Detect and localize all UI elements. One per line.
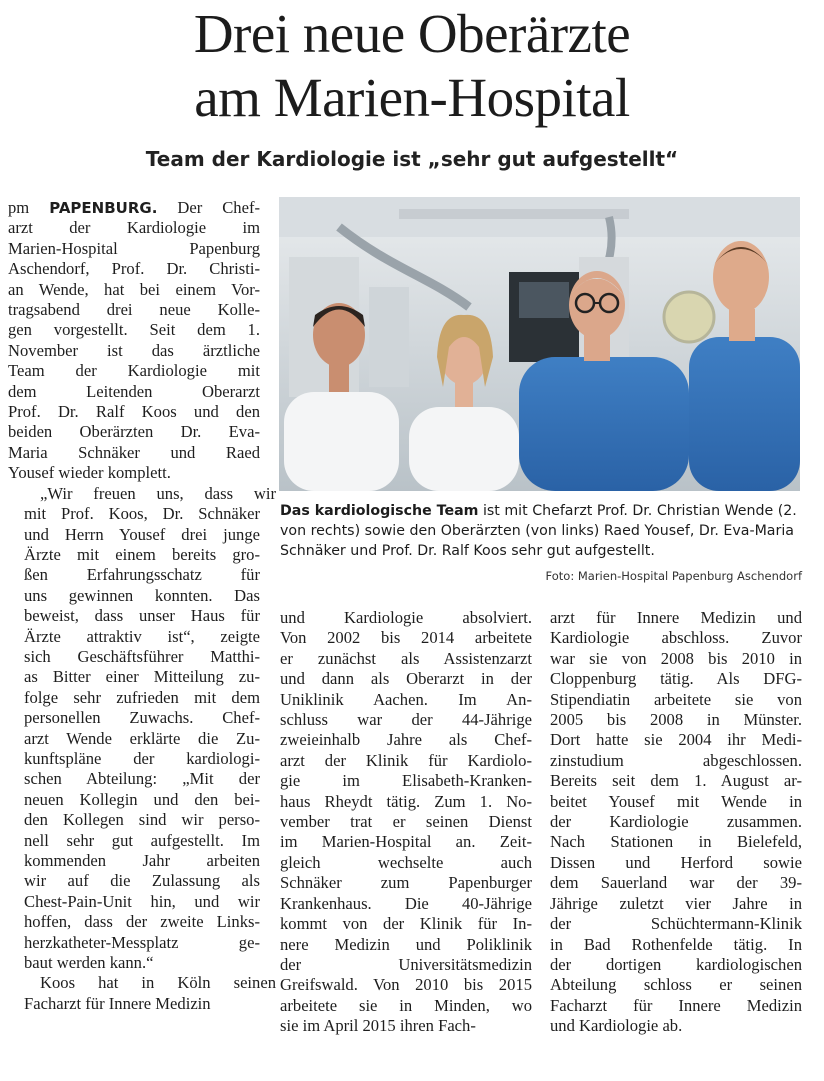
byline: pm	[8, 198, 30, 217]
text-line: uns gewinnen konnten. Das	[24, 585, 260, 605]
text-line: gleich wechselte auch	[280, 852, 532, 872]
subheadline: Team der Kardiologie ist „sehr gut aufgestellt“	[145, 147, 679, 171]
text-line: Nach Stationen in Bielefeld,	[550, 832, 802, 852]
quote-paragraph	[8, 483, 276, 974]
text-line: 2005 bis 2008 in Münster.	[550, 710, 802, 730]
closing-paragraph	[8, 973, 276, 1014]
photo-credit: Foto: Marien-Hospital Papenburg Aschendorf	[545, 569, 802, 583]
article-column-1	[8, 198, 276, 1014]
text-line: kommenden Jahr arbeiten	[24, 851, 260, 870]
text-line: Kardiologie abschloss. Zuvor	[550, 628, 802, 648]
text-line: Dissen und Herford sowie	[550, 852, 802, 872]
text-line: den Kollegen sind wir perso-	[24, 810, 260, 830]
text-line: as Bitter einer Mitteilung zu-	[24, 667, 260, 687]
text-line: gie im Elisabeth-Kranken-	[280, 771, 532, 791]
text-line: Schnäker zum Papenburger	[280, 873, 532, 893]
dateline: PAPENBURG.	[49, 199, 158, 217]
text-line: und Herrn Yousef drei junge	[24, 524, 260, 544]
text-line: beitet Yousef mit Wende in	[550, 791, 802, 811]
caption-lead: Das kardiologische Team	[280, 503, 479, 519]
text-line: Stipendiatin arbeitete sie von	[550, 689, 802, 709]
text-line: beweist, dass unser Haus für	[24, 606, 260, 626]
text-line: hoffen, dass der zweite Links-	[24, 912, 260, 932]
caption-text: ist mit Chefarzt Prof. Dr. Christian Wende (2. von rechts) sowie den Oberärzten (von links) Raed Yousef, Dr. Eva-Maria Schnäker und Prof. Dr. Ralf Koos sehr gut aufgestellt.	[280, 503, 797, 560]
text-line: tragsabend drei neue Kolle-	[8, 300, 260, 320]
text-line: Ärzte attraktiv ist“, zeigte	[24, 626, 260, 646]
text-line: dem Sauerland war der 39-	[550, 873, 802, 893]
text-line: haus Rheydt tätig. Zum 1. No-	[280, 791, 532, 811]
text-line: wir auf die Zulassung als	[24, 871, 260, 891]
intro-paragraph	[8, 198, 260, 484]
text-line: Prof. Dr. Ralf Koos und den	[8, 402, 260, 422]
text-line: Maria Schnäker und Raed	[8, 442, 260, 462]
text-line: sie im April 2015 ihren Fach-	[280, 1016, 476, 1036]
text-line: Von 2002 bis 2014 arbeitete	[280, 628, 532, 648]
text-line: Koos hat in Köln seinen	[40, 973, 276, 993]
text-line: arbeitete sie in Minden, wo	[280, 995, 532, 1015]
text-line: und Kardiologie ab.	[550, 1016, 683, 1036]
text-line: zinstudium abgeschlossen.	[550, 750, 802, 770]
text-line: Team der Kardiologie mit	[8, 361, 260, 381]
text-line: und dann als Oberarzt in der	[280, 669, 532, 689]
text-line: Yousef wieder komplett.	[8, 463, 171, 483]
text-line: Dort hatte sie 2004 ihr Medi-	[550, 730, 802, 750]
text-line: herzkatheter-Messplatz ge-	[24, 932, 260, 952]
text-line: kunftspläne der kardiologi-	[24, 748, 260, 768]
text-line: zweieinhalb Jahre als Chef-	[280, 730, 532, 750]
text-line: Jährige zuletzt vier Jahre in	[550, 893, 802, 913]
text-line: der Schüchtermann-Klinik	[550, 914, 802, 934]
text-line: Uniklinik Aachen. Im An-	[280, 689, 532, 709]
team-photo	[279, 197, 800, 491]
headline	[0, 2, 824, 130]
text-line: der Universitätsmedizin	[280, 954, 532, 974]
text-line: neuen Kollegin und den bei-	[24, 789, 260, 809]
text-line: im Marien-Hospital an. Zeit-	[280, 832, 532, 852]
text-line: kommt von der Klinik für In-	[280, 914, 532, 934]
headline-line-2: am Marien-Hospital	[194, 67, 630, 128]
text-line: beiden Oberärzten Dr. Eva-	[8, 422, 260, 442]
text-line: Aschendorf, Prof. Dr. Christi-	[8, 259, 260, 279]
text-line: arzt Wende erklärte die Zu-	[24, 728, 260, 748]
text-line: schluss war der 44-Jährige	[280, 710, 532, 730]
text-line: sich Geschäftsführer Matthi-	[24, 646, 260, 666]
text-line: Abteilung schloss er seinen	[550, 975, 802, 995]
text-line: baut werden kann.“	[24, 953, 154, 973]
text-line: gen vorgestellt. Seit dem 1.	[8, 320, 260, 340]
text-line: nere Medizin und Poliklinik	[280, 934, 532, 954]
text-line: dem Leitenden Oberarzt	[8, 381, 260, 401]
text-line: arzt der Kardiologie im	[8, 218, 260, 238]
text-line: und Kardiologie absolviert.	[280, 608, 532, 627]
text-line: der dortigen kardiologischen	[550, 954, 802, 974]
text-line: arzt für Innere Medizin und	[550, 608, 802, 627]
text-line: der Kardiologie zusammen.	[550, 812, 802, 832]
text-line: Marien-Hospital Papenburg	[8, 238, 260, 258]
text-line: war sie von 2008 bis 2010 in	[550, 648, 802, 668]
headline-line-1: Drei neue Oberärzte	[193, 3, 631, 64]
text-line: er zunächst als Assistenzarzt	[280, 648, 532, 668]
article-column-3	[550, 608, 802, 1037]
text-line: „Wir freuen uns, dass wir	[40, 483, 276, 503]
intro-first-line: Der Chef-	[157, 198, 261, 217]
text-line: Cloppenburg tätig. Als DFG-	[550, 669, 802, 689]
text-line: Krankenhaus. Die 40-Jährige	[280, 893, 532, 913]
text-line: Ärzte mit einem bereits gro-	[24, 544, 260, 564]
text-line: ßen Erfahrungsschatz für	[24, 565, 260, 585]
text-line: Greifswald. Von 2010 bis 2015	[280, 975, 532, 995]
text-line: Facharzt für Innere Medizin	[550, 995, 802, 1015]
article-column-2	[280, 608, 532, 1037]
text-line: personellen Zuwachs. Chef-	[24, 708, 260, 728]
text-line: Bereits seit dem 1. August ar-	[550, 771, 802, 791]
text-line: nell sehr gut aufgestellt. Im	[24, 830, 260, 850]
text-line: schen Abteilung: „Mit der	[24, 769, 260, 789]
text-line: in Bad Rothenfelde tätig. In	[550, 934, 802, 954]
text-line: arzt der Klinik für Kardiolo-	[280, 750, 532, 770]
text-line: November ist das ärztliche	[8, 340, 260, 360]
text-line: mit Prof. Koos, Dr. Schnäker	[24, 504, 260, 524]
text-line: an Wende, hat bei einem Vor-	[8, 279, 260, 299]
text-line: vember trat er seinen Dienst	[280, 812, 532, 832]
photo-caption	[280, 501, 804, 562]
text-line: Chest-Pain-Unit hin, und wir	[24, 891, 260, 911]
text-line: Facharzt für Innere Medizin	[24, 993, 211, 1013]
text-line: folge sehr zufrieden mit dem	[24, 687, 260, 707]
